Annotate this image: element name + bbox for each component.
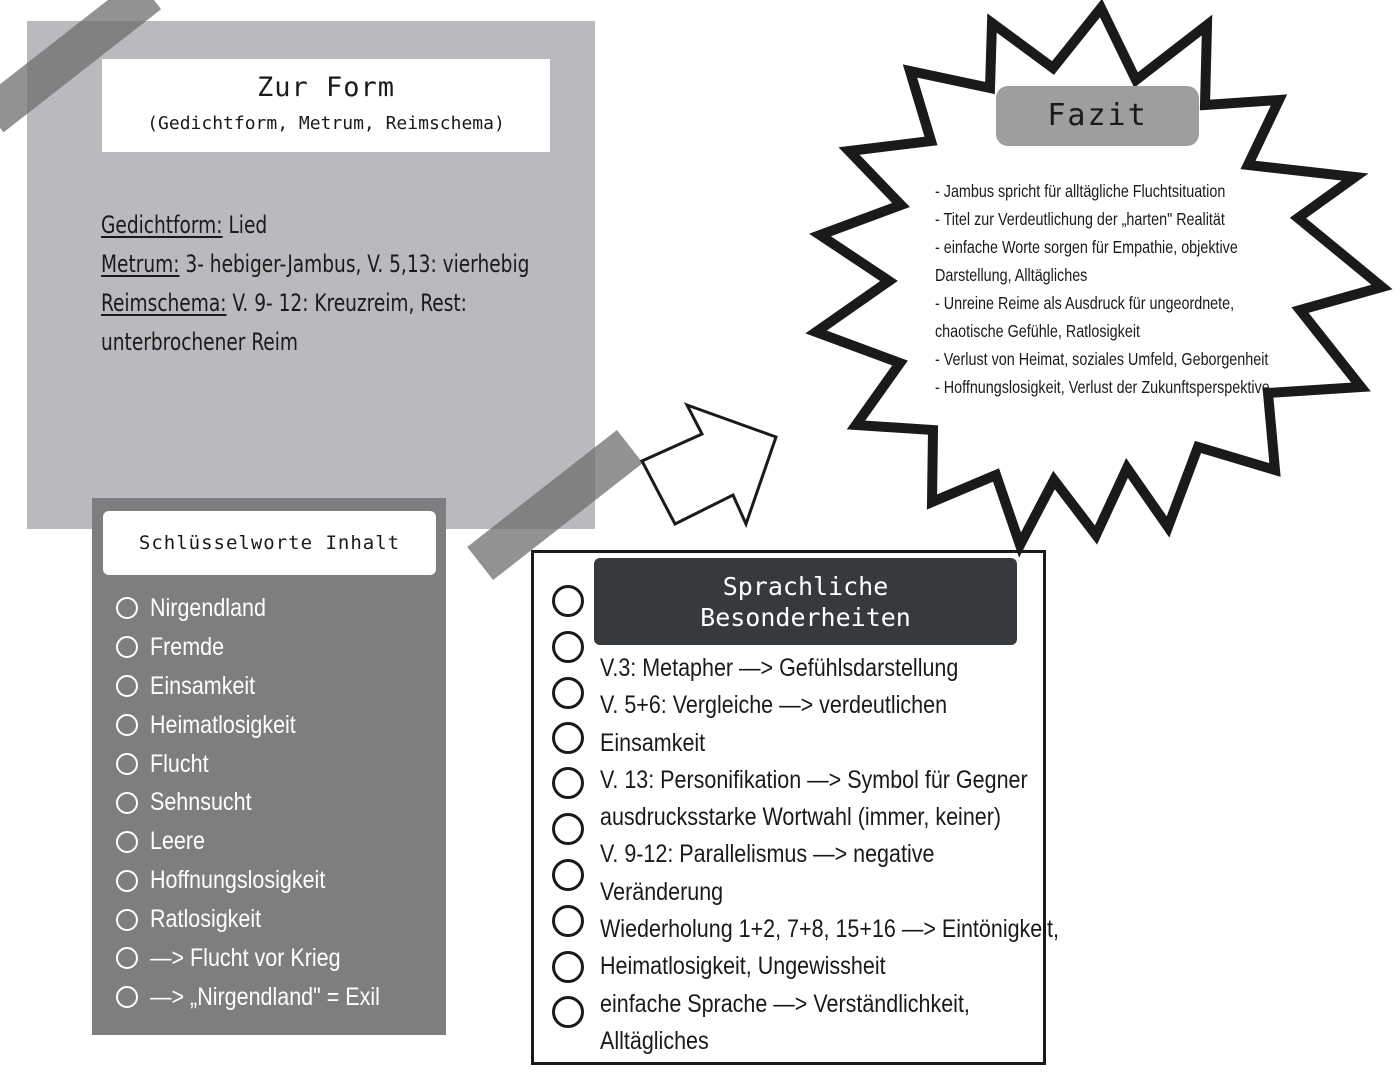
gedichtform-label: Gedichtform: bbox=[101, 211, 223, 239]
list-item: Wiederholung 1+2, 7+8, 15+16 —> Eintönigkeit, bbox=[600, 915, 1059, 944]
circle-checkbox-icon bbox=[552, 722, 584, 754]
list-item: Flucht bbox=[116, 745, 417, 784]
sprachliche-title-line1: Sprachliche bbox=[722, 572, 889, 601]
gedichtform-row bbox=[101, 206, 583, 245]
circle-checkbox-icon bbox=[552, 677, 584, 709]
list-item: Veränderung bbox=[600, 877, 724, 906]
list-item: - Jambus spricht für alltägliche Fluchtsituation bbox=[935, 181, 1226, 201]
list-item: Alltägliches bbox=[600, 1026, 709, 1055]
list-item: —> Flucht vor Krieg bbox=[116, 939, 417, 978]
list-item: Nirgendland bbox=[116, 589, 417, 628]
list-item: V. 9-12: Parallelismus —> negative bbox=[600, 840, 935, 869]
form-title: Zur Form bbox=[256, 72, 396, 103]
list-item: Darstellung, Alltägliches bbox=[935, 265, 1088, 285]
list-item: - Verlust von Heimat, soziales Umfeld, Geborgenheit bbox=[935, 349, 1269, 369]
list-item: Leere bbox=[116, 822, 417, 861]
list-item: Sehnsucht bbox=[116, 783, 417, 822]
arrow-icon bbox=[635, 400, 785, 530]
list-item: —> „Nirgendland" = Exil bbox=[116, 978, 417, 1017]
circle-checkbox-icon bbox=[552, 767, 584, 799]
reimschema-continuation: unterbrochener Reim bbox=[101, 328, 298, 356]
keywords-list bbox=[116, 589, 417, 1017]
list-item: Hoffnungslosigkeit bbox=[116, 861, 417, 900]
circle-bullet-icon bbox=[116, 870, 138, 892]
list-item: - Titel zur Verdeutlichung der „harten" Realität bbox=[935, 209, 1225, 229]
fazit-list bbox=[935, 177, 1270, 401]
list-item: - Hoffnungslosigkeit, Verlust der Zukunftsperspektive bbox=[935, 377, 1270, 397]
circle-checkbox-icon bbox=[552, 996, 584, 1028]
circle-bullet-icon bbox=[116, 792, 138, 814]
list-item: V. 5+6: Vergleiche —> verdeutlichen bbox=[600, 691, 948, 720]
list-item: ausdrucksstarke Wortwahl (immer, keiner) bbox=[600, 803, 1002, 832]
circle-checkbox-icon bbox=[552, 813, 584, 845]
form-details bbox=[101, 206, 583, 362]
sprachliche-title-line2: Besonderheiten bbox=[700, 603, 911, 632]
circle-checkbox-icon bbox=[552, 859, 584, 891]
circle-checkbox-icon bbox=[552, 905, 584, 937]
circle-bullet-icon bbox=[116, 909, 138, 931]
circle-bullet-icon bbox=[116, 714, 138, 736]
form-subtitle: (Gedichtform, Metrum, Reimschema) bbox=[147, 113, 505, 134]
list-item: Heimatlosigkeit, Ungewissheit bbox=[600, 952, 886, 981]
reimschema-value: V. 9- 12: Kreuzreim, Rest: bbox=[226, 289, 467, 317]
circle-checkbox-icon bbox=[552, 585, 584, 617]
list-item: chaotische Gefühle, Ratlosigkeit bbox=[935, 321, 1140, 341]
circle-bullet-icon bbox=[116, 947, 138, 969]
form-title-card bbox=[102, 59, 550, 152]
list-item: Ratlosigkeit bbox=[116, 900, 417, 939]
list-item: Fremde bbox=[116, 628, 417, 667]
metrum-value: 3- hebiger-Jambus, V. 5,13: vierhebig bbox=[179, 250, 530, 278]
circle-bullet-icon bbox=[116, 986, 138, 1008]
list-item: einfache Sprache —> Verständlichkeit, bbox=[600, 989, 970, 1018]
keywords-title: Schlüsselworte Inhalt bbox=[103, 511, 436, 575]
circle-checkbox-icon bbox=[552, 631, 584, 663]
metrum-label: Metrum: bbox=[101, 250, 180, 278]
list-item: Heimatlosigkeit bbox=[116, 706, 417, 745]
list-item: Einsamkeit bbox=[600, 728, 706, 757]
circle-bullet-icon bbox=[116, 636, 138, 658]
list-item: V. 13: Personifikation —> Symbol für Gegner bbox=[600, 765, 1028, 794]
fazit-title: Fazit bbox=[996, 86, 1199, 146]
reimschema-row bbox=[101, 284, 583, 323]
circle-bullet-icon bbox=[116, 675, 138, 697]
circle-bullet-icon bbox=[116, 597, 138, 619]
gedichtform-value: Lied bbox=[222, 211, 268, 239]
circle-bullet-icon bbox=[116, 753, 138, 775]
list-item: - Unreine Reime als Ausdruck für ungeordnete, bbox=[935, 293, 1235, 313]
list-item: - einfache Worte sorgen für Empathie, objektive bbox=[935, 237, 1238, 257]
sprachliche-list bbox=[600, 650, 1059, 1060]
circle-checkbox-icon bbox=[552, 951, 584, 983]
metrum-row bbox=[101, 245, 583, 284]
circle-bullet-icon bbox=[116, 831, 138, 853]
reimschema-label: Reimschema: bbox=[101, 289, 227, 317]
list-item: V.3: Metapher —> Gefühlsdarstellung bbox=[600, 654, 959, 682]
list-item: Einsamkeit bbox=[116, 667, 417, 706]
